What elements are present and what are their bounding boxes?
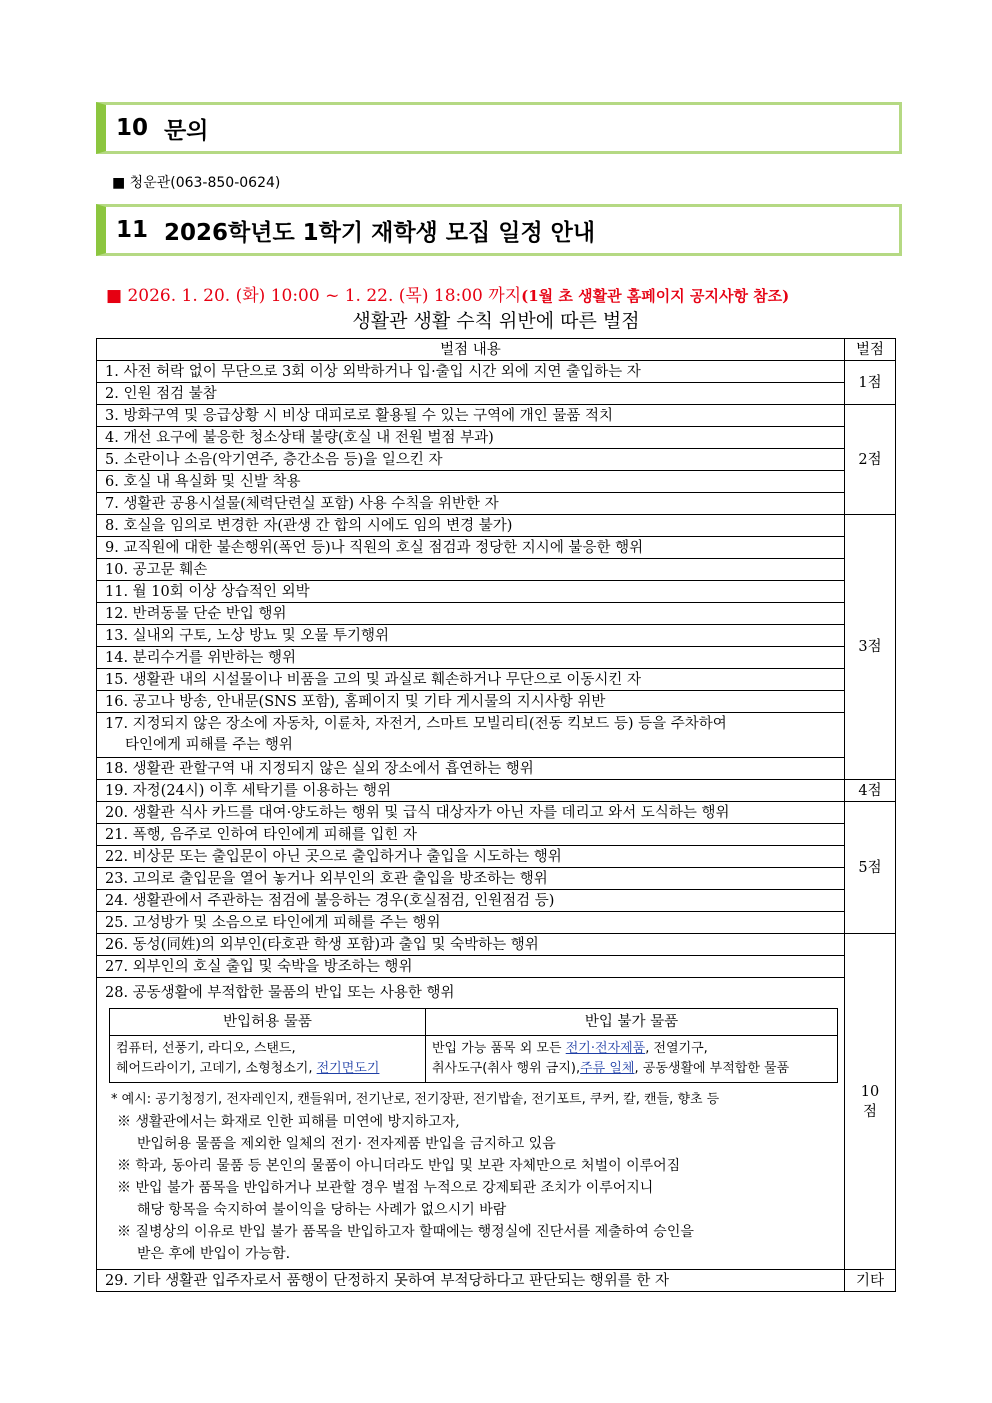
row-text: 6. 호실 내 욕실화 및 신발 착용: [97, 471, 845, 493]
row-text: 11. 월 10회 이상 상습적인 외박: [97, 581, 845, 603]
items-table: [109, 1008, 838, 1083]
points-cell: 기타: [845, 1270, 896, 1292]
banned-link: 주류 일체: [580, 1061, 635, 1076]
table-row: [97, 383, 896, 405]
points-cell: 1점: [845, 361, 896, 405]
section-title: 2026학년도 1학기 재학생 모집 일정 안내: [164, 219, 596, 246]
note-line: 받은 후에 반입이 가능함.: [137, 1246, 291, 1262]
note-line: ※ 반입 불가 품목을 반입하거나 보관할 경우 벌점 누적으로 강제퇴관 조치가 이루어지니: [117, 1180, 654, 1196]
row-text: 21. 폭행, 음주로 인하여 타인에게 피해를 입힌 자: [97, 824, 845, 846]
table-row: [97, 713, 896, 758]
section-header-schedule: [96, 204, 902, 256]
table-row: [97, 912, 896, 934]
schedule-dates: ■ 2026. 1. 20. (화) 10:00 ~ 1. 22. (목) 18:00 까지: [106, 286, 522, 306]
row-text: 25. 고성방가 및 소음으로 타인에게 피해를 주는 행위: [97, 912, 845, 934]
contact-info: ■ 청운관(063-850-0624): [112, 175, 281, 191]
header-content: 벌점 내용: [97, 339, 845, 361]
allowed-items: [110, 1036, 426, 1083]
table-row: [97, 581, 896, 603]
points-cell: [845, 934, 896, 1270]
allowed-line: 컴퓨터, 선풍기, 라디오, 스탠드,: [116, 1041, 296, 1056]
row-text: 27. 외부인의 호실 출입 및 숙박을 방조하는 행위: [97, 956, 845, 978]
schedule-note: (1월 초 생활관 홈페이지 공지사항 참조): [521, 287, 790, 305]
section-header-contact: [96, 102, 902, 154]
row-text: 16. 공고나 방송, 안내문(SNS 포함), 홈페이지 및 기타 게시물의 지시사항 위반: [97, 691, 845, 713]
points-cell: 5점: [845, 802, 896, 934]
row-text: 23. 고의로 출입문을 열어 놓거나 외부인의 호관 출입을 방조하는 행위: [97, 868, 845, 890]
table-row: [97, 405, 896, 427]
section-number: 11: [116, 217, 149, 243]
table-row: [97, 934, 896, 956]
table-row: [97, 603, 896, 625]
points-unit: 점: [862, 1103, 877, 1120]
row-text: 12. 반려동물 단순 반입 행위: [97, 603, 845, 625]
table-row: [97, 780, 896, 802]
row-text: 26. 동성(同姓)의 외부인(타호관 학생 포함)과 출입 및 숙박하는 행위: [97, 934, 845, 956]
table-row: [97, 515, 896, 537]
row-text: 4. 개선 요구에 불응한 청소상태 불량(호실 내 전원 벌점 부과): [97, 427, 845, 449]
allowed-header: 반입허용 물품: [110, 1009, 426, 1036]
section-title: 문의: [164, 117, 209, 144]
table-row: [97, 625, 896, 647]
allowed-line: [116, 1059, 419, 1079]
row-text: 1. 사전 허락 없이 무단으로 3회 이상 외박하거나 입·출입 시간 외에 지연 출입하는 자: [97, 361, 845, 383]
banned-items: [426, 1036, 838, 1083]
row-text: 2. 인원 점검 불참: [97, 383, 845, 405]
row-text: 24. 생활관에서 주관하는 점검에 불응하는 경우(호실점검, 인원점검 등): [97, 890, 845, 912]
table-row: [97, 846, 896, 868]
table-row: [97, 1270, 896, 1292]
note-line: ※ 질병상의 이유로 반입 불가 품목을 반입하고자 할때에는 행정실에 진단서를 제출하여 승인을: [117, 1224, 694, 1240]
table-row: [97, 449, 896, 471]
banned-link: 전기·전자제품: [565, 1041, 646, 1056]
row-text: 28. 공동생활에 부적합한 물품의 반입 또는 사용한 행위: [105, 985, 455, 1001]
banned-text: , 전열기구,: [645, 1041, 708, 1056]
banned-line: [432, 1039, 831, 1059]
allowed-link: 전기면도기: [316, 1061, 380, 1076]
table-row: [97, 669, 896, 691]
note-line: ※ 생활관에서는 화재로 인한 피해를 미연에 방지하고자,: [117, 1114, 460, 1130]
notes-block: [105, 1089, 844, 1265]
banned-line: [432, 1059, 831, 1079]
note-line: 해당 항목을 숙지하여 불이익을 당하는 사례가 없으시기 바람: [137, 1202, 507, 1218]
row-text: 13. 실내외 구토, 노상 방뇨 및 오물 투기행위: [97, 625, 845, 647]
row-text: 20. 생활관 식사 카드를 대여·양도하는 행위 및 급식 대상자가 아닌 자를 데리고 와서 도식하는 행위: [97, 802, 845, 824]
points-cell: 3점: [845, 515, 896, 780]
table-row: [97, 868, 896, 890]
row-text: 22. 비상문 또는 출입문이 아닌 곳으로 출입하거나 출입을 시도하는 행위: [97, 846, 845, 868]
row-line: 17. 지정되지 않은 장소에 자동차, 이륜차, 자전거, 스마트 모빌리티(전동 킥보드 등) 등을 주차하여: [105, 716, 727, 732]
table-row: [97, 978, 896, 1270]
banned-header: 반입 불가 물품: [426, 1009, 838, 1036]
table-caption: 생활관 생활 수칙 위반에 따른 벌점: [352, 310, 640, 332]
table-row: [97, 361, 896, 383]
schedule-line: [106, 281, 789, 306]
row-text: 3. 방화구역 및 응급상황 시 비상 대피로로 활용될 수 있는 구역에 개인 물품 적치: [97, 405, 845, 427]
allowed-text: 헤어드라이기, 고데기, 소형청소기,: [116, 1061, 313, 1076]
table-row: [97, 802, 896, 824]
table-row: [97, 537, 896, 559]
banned-text: 반입 가능 품목 외 모든: [432, 1041, 562, 1056]
table-row: [97, 647, 896, 669]
table-row: [97, 427, 896, 449]
row-text: 29. 기타 생활관 입주자로서 품행이 단정하지 못하여 부적당하다고 판단되는 행위를 한 자: [97, 1270, 845, 1292]
row-text: [97, 713, 845, 758]
table-row: [97, 824, 896, 846]
section-number: 10: [116, 115, 149, 141]
row-text: 14. 분리수거를 위반하는 행위: [97, 647, 845, 669]
row-text: 18. 생활관 관할구역 내 지정되지 않은 실외 장소에서 흡연하는 행위: [97, 758, 845, 780]
row-text: 15. 생활관 내의 시설물이나 비품을 고의 및 과실로 훼손하거나 무단으로 이동시킨 자: [97, 669, 845, 691]
banned-text: 취사도구(취사 행위 금지),: [432, 1061, 581, 1076]
points-value: 10: [860, 1083, 880, 1100]
points-cell: 2점: [845, 405, 896, 515]
penalty-table: [96, 338, 896, 1292]
row-text: 8. 호실을 임의로 변경한 자(관생 간 합의 시에도 임의 변경 불가): [97, 515, 845, 537]
table-row: [97, 758, 896, 780]
table-row: [97, 956, 896, 978]
table-row: [97, 471, 896, 493]
note-line: ※ 학과, 동아리 물품 등 본인의 물품이 아니더라도 반입 및 보관 자체만으로 처벌이 이루어짐: [117, 1158, 681, 1174]
table-header-row: [97, 339, 896, 361]
row-text: 9. 교직원에 대한 불손행위(폭언 등)나 직원의 호실 점검과 정당한 지시에 불응한 행위: [97, 537, 845, 559]
example-note: * 예시: 공기청정기, 전자레인지, 캔들워머, 전기난로, 전기장판, 전기밥솥, 전기포트, 쿠커, 칼, 캔들, 향초 등: [111, 1092, 720, 1107]
row-text: 19. 자정(24시) 이후 세탁기를 이용하는 행위: [97, 780, 845, 802]
table-row: [97, 691, 896, 713]
banned-text: , 공동생활에 부적합한 물품: [634, 1061, 790, 1076]
note-line: 반입허용 물품을 제외한 일체의 전기· 전자제품 반입을 금지하고 있음: [137, 1136, 556, 1152]
row-line: 타인에게 피해를 주는 행위: [125, 737, 293, 753]
row-text: 5. 소란이나 소음(악기연주, 층간소음 등)을 일으킨 자: [97, 449, 845, 471]
table-row: [97, 890, 896, 912]
table-row: [97, 559, 896, 581]
points-cell: 4점: [845, 780, 896, 802]
row-28-cell: [97, 978, 845, 1270]
table-row: [97, 493, 896, 515]
row-text: 7. 생활관 공용시설물(체력단련실 포함) 사용 수칙을 위반한 자: [97, 493, 845, 515]
row-text: 10. 공고문 훼손: [97, 559, 845, 581]
header-points: 벌점: [845, 339, 896, 361]
